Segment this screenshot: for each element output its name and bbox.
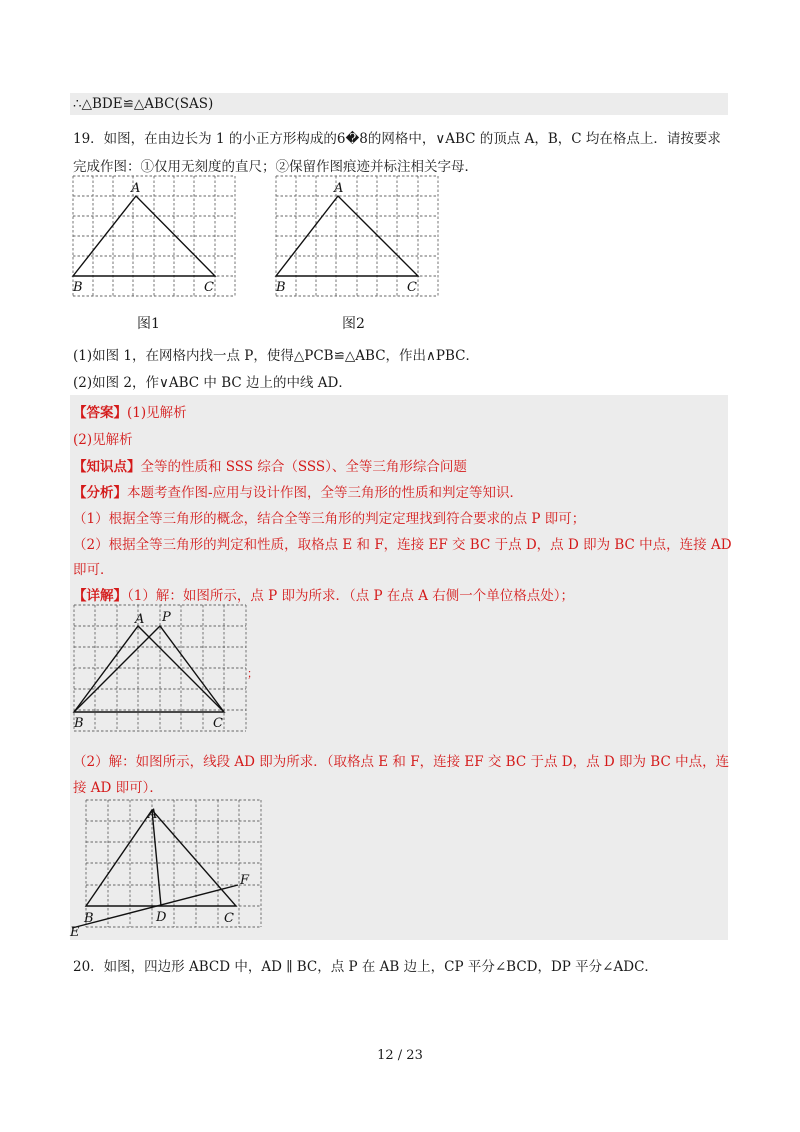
label-c: C — [407, 280, 417, 295]
problem-20: 20．如图，四边形 ABCD 中，AD ∥ BC，点 P 在 AB 边上，CP 平分∠BCD，DP 平分∠ADC． — [73, 959, 658, 975]
figure-2 — [276, 176, 441, 296]
figure-1-caption: 图1 — [137, 316, 160, 332]
detail-1-tail: ； — [247, 667, 258, 680]
label-c: C — [224, 911, 234, 926]
triangle-pbc — [74, 626, 224, 712]
detail-label: 【详解】 — [73, 588, 127, 604]
triangle-abc — [74, 626, 224, 712]
figure-2-caption: 图2 — [342, 316, 365, 332]
figure-1-grid — [73, 176, 235, 296]
label-d: D — [156, 910, 167, 925]
solution-figure-2 — [70, 800, 261, 940]
detail-2a: （2）解：如图所示，线段 AD 即为所求．（取格点 E 和 F，连接 EF 交 BC 于点 D，点 D 即为 BC 中点，连 — [73, 754, 730, 770]
label-a: A — [334, 181, 344, 196]
label-a: A — [131, 181, 141, 196]
answer-label: 【答案】 — [73, 405, 127, 421]
label-a: A — [148, 807, 158, 822]
solution-figure-2-grid — [86, 800, 261, 927]
answer-2: (2)见解析 — [73, 432, 133, 448]
label-b: B — [73, 280, 83, 295]
label-e: E — [70, 925, 80, 940]
analysis-1: （1）根据全等三角形的概念，结合全等三角形的判定定理找到符合要求的点 P 即可； — [73, 511, 586, 527]
label-b: B — [276, 280, 286, 295]
label-c: C — [213, 716, 223, 731]
knowledge-text: 全等的性质和 SSS 综合（SSS）、全等三角形综合问题 — [140, 459, 467, 475]
detail-1: （1）解：如图所示，点 P 即为所求．（点 P 在点 A 右侧一个单位格点处）； — [127, 588, 575, 604]
label-c: C — [204, 280, 214, 295]
analysis-label: 【分析】 — [73, 485, 127, 501]
label-b: B — [84, 911, 94, 926]
analysis-2a: （2）根据全等三角形的判定和性质，取格点 E 和 F，连接 EF 交 BC 于点 D，点 D 即为 BC 中点，连接 AD — [73, 537, 732, 553]
previous-answer-text: ∴△BDE≌△ABC(SAS) — [73, 96, 214, 112]
label-p: P — [162, 610, 171, 625]
label-f: F — [240, 873, 250, 888]
median-ad — [152, 810, 161, 906]
solution-figure-1 — [74, 605, 246, 735]
analysis-text: 本题考查作图-应用与设计作图，全等三角形的性质和判定等知识． — [127, 485, 524, 501]
page-number: 12 / 23 — [377, 1048, 423, 1063]
answer-1: (1)见解析 — [127, 405, 187, 421]
detail-2b: 接 AD 即可）． — [73, 780, 163, 796]
knowledge-label: 【知识点】 — [73, 459, 141, 475]
figure-2-grid — [276, 176, 438, 296]
problem19-line1: 19．如图，在由边长为 1 的小正方形构成的6�8的网格中，∨ABC 的顶点 A，B，C 均在格点上．请按要求 — [73, 131, 721, 147]
label-b: B — [74, 716, 84, 731]
question-1: (1)如图 1，在网格内找一点 P，使得△PCB≌△ABC，作出∧PBC． — [73, 348, 480, 364]
figure-1 — [73, 176, 238, 296]
question-2: (2)如图 2，作∨ABC 中 BC 边上的中线 AD． — [73, 375, 352, 391]
problem19-line2: 完成作图：①仅用无刻度的直尺；②保留作图痕迹并标注相关字母． — [73, 159, 478, 175]
label-a: A — [135, 612, 145, 627]
analysis-2b: 即可． — [73, 562, 114, 578]
